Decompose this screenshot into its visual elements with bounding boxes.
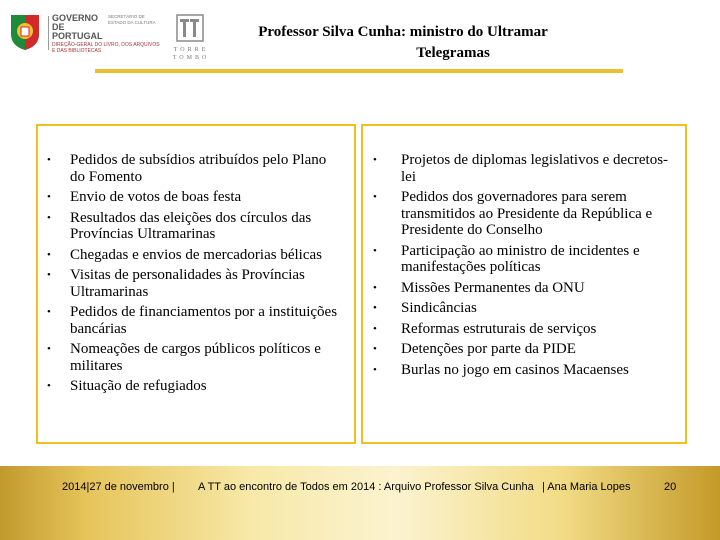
portugal-coat-of-arms-icon [8,12,42,52]
bullet-icon: • [47,191,51,203]
list-item-text: Pedidos de subsídios atribuídos pelo Plano do Fomento [70,152,327,185]
list-item-text: Pedidos de financiamentos por a instituições bancárias [70,304,338,337]
bullet-icon: • [47,306,51,318]
footer-event: A TT ao encontro de Todos em 2014 : Arquivo Professor Silva Cunha [198,481,534,493]
list-item [38,210,354,243]
title-underline [95,69,623,73]
bullet-icon: • [373,244,377,257]
footer-author: | Ana Maria Lopes [542,481,631,493]
government-logo [8,10,158,62]
bullet-icon: • [47,343,51,355]
bullet-icon: • [373,191,377,203]
list-item [38,341,354,374]
slide-footer [0,466,720,540]
bullet-icon: • [373,363,377,376]
torre-tombo-logo [170,14,212,64]
list-item-text: Missões Permanentes da ONU [401,279,585,296]
bullet-icon: • [47,269,51,281]
bullet-icon: • [47,380,51,392]
bullet-icon: • [47,248,51,261]
left-bullet-list [38,152,354,399]
slide-title-line1: Professor Silva Cunha: ministro do Ultramar [258,24,548,40]
torre-tombo-mark-icon [176,14,204,42]
list-item [38,378,354,395]
left-content-box [36,124,356,444]
torre-tombo-text-top: TORRE [173,47,209,53]
list-item-text: Reformas estruturais de serviços [401,320,597,337]
bullet-icon: • [373,281,377,294]
gov-logo-directorate: DIREÇÃO-GERAL DO LIVRO, DOS ARQUIVOS E DAS BIBLIOTECAS [52,42,160,54]
list-item-text: Burlas no jogo em casinos Macaenses [401,361,629,378]
list-item [363,321,685,338]
bullet-icon: • [373,154,377,166]
gov-logo-name: GOVERNO DE PORTUGAL [52,13,103,41]
list-item [38,189,354,206]
list-item [38,152,354,185]
slide-title [218,22,588,64]
slide-title-line2: Telegramas [416,45,490,61]
page-number: 20 [664,481,677,493]
list-item [363,341,685,358]
torre-tombo-text-bottom: TOMBO [172,55,210,61]
list-item-text: Sindicâncias [401,300,477,316]
bullet-icon: • [373,322,377,335]
bullet-icon: • [373,302,377,314]
footer-date: 2014|27 de novembro | [62,481,175,493]
right-content-box [361,124,687,444]
list-item-text: Chegadas e envios de mercadorias bélicas [70,246,322,263]
list-item-text: Detenções por parte da PIDE [401,341,576,357]
bullet-icon: • [47,154,51,166]
list-item-text: Projetos de diplomas legislativos e decretos-lei [401,152,669,185]
gov-logo-secretariat: SECRETÁRIO DE ESTADO DA CULTURA [108,14,156,25]
bullet-icon: • [373,343,377,355]
list-item [38,247,354,264]
list-item-text: Envio de votos de boas festa [70,189,242,205]
list-item [38,267,354,300]
list-item [363,300,685,317]
right-bullet-list [363,152,685,382]
list-item-text: Participação ao ministro de incidentes e manifestações políticas [401,242,640,275]
list-item [38,304,354,337]
list-item-text: Resultados das eleições dos círculos das Províncias Ultramarinas [70,209,312,242]
list-item [363,189,685,239]
list-item [363,243,685,276]
list-item [363,152,685,185]
bullet-icon: • [47,211,51,224]
list-item [363,362,685,379]
list-item-text: Pedidos dos governadores para serem transmitidos ao Presidente da República e Presidente do Conselho [401,189,653,238]
list-item-text: Visitas de personalidades às Províncias Ultramarinas [70,267,305,300]
list-item [363,280,685,297]
list-item-text: Situação de refugiados [70,378,207,394]
logo-divider [48,16,49,50]
torre-tombo-wordmark [170,46,212,62]
list-item-text: Nomeações de cargos públicos políticos e militares [70,341,321,374]
